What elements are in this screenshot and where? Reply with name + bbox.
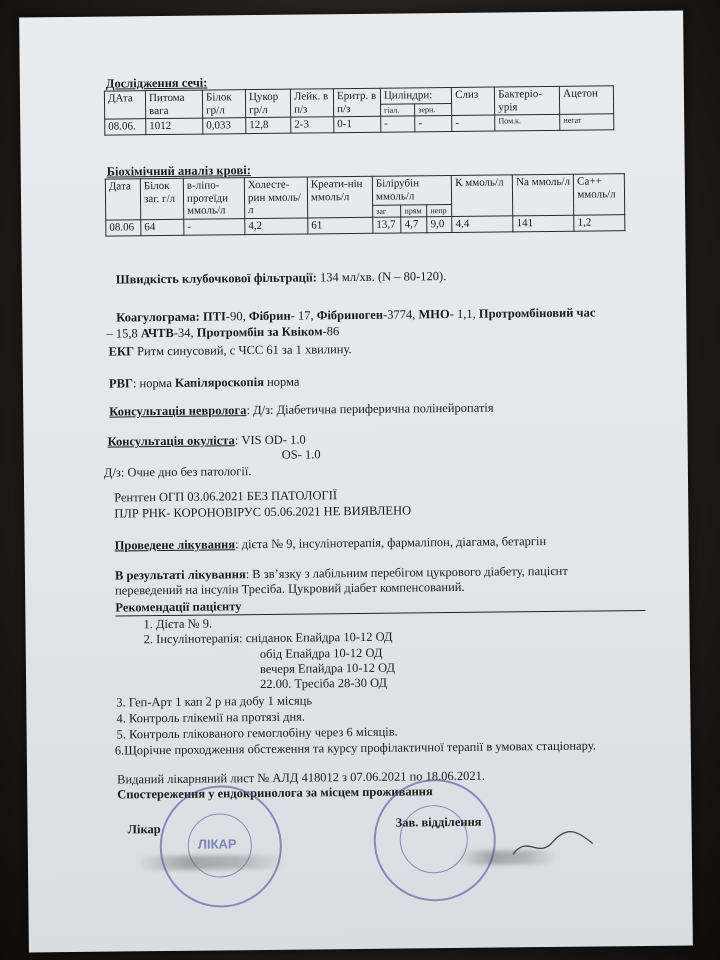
fibrinogen-label: Фібриноген [316,307,384,323]
result-line-2: переведений на інсулін Тресіба. Цукровий діабет компенсований. [115,579,465,598]
bio-h-bili-direct: прям [401,204,427,217]
bio-cell: - [184,219,245,235]
urine-h-eryth: Еритр. в п/з [333,88,380,117]
ocul-label: Консультація окуліста [107,433,235,449]
xray-line: Рентген ОГП 03.06.2021 БЕЗ ПАТОЛОГІЇ [114,488,338,505]
rec-item-2c: вечеря Епайдра 10-12 ОД [259,660,396,677]
ecg-label: ЕКГ [108,344,135,359]
urine-table [104,85,614,135]
pcr-line: ПЛР РНК- КОРОНОВІРУС 05.06.2021 НЕ ВИЯВЛЕНО [114,503,412,521]
rvg-text: : норма [132,375,176,391]
bio-h-protein: Білок заг. г/л [140,178,183,219]
capillaroscopy-text: норма [263,374,300,389]
bio-h-na: Na ммоль/л [513,174,574,216]
coag-line-2 [106,324,339,341]
observation-line: Спостереження у ендокринолога за місцем проживання [117,784,433,802]
neuro-label: Консультація невролога [109,403,247,419]
urine-cell: 12,8 [246,117,291,133]
bio-cell: 141 [513,215,574,231]
fibrin-value: - 17, [290,308,317,323]
capillaroscopy-label: Капіляроскопія [174,374,264,390]
rec-item-4: 4. Контроль глікемії на протязі дня. [116,709,306,726]
biochem-title: Біохімічний аналіз крові: [106,163,251,179]
rvg-label: РВГ [108,376,133,391]
bio-cell: 61 [308,217,373,233]
urine-h-gravity: Питома вага [145,90,202,119]
urine-h-cyl: Циліндри: [380,87,451,104]
discharge-document [19,11,693,953]
quick-label: Протромбін за Квіком [196,324,323,340]
mno-value: - 1,1, [449,306,479,322]
bio-h-bili: Білірубін ммоль/л [372,175,452,204]
urine-cell: - [381,116,415,132]
pti-value: -90, [225,309,249,324]
sick-leave-line: Виданий лікарняний лист № АЛД 418012 з 07.06.2021 по 18.06.2021. [117,768,486,787]
urine-h-leuk: Лейк. в п/з [290,89,333,118]
rec-item-5: 5. Контроль глікованого гемоглобіну через 6 місяців. [116,724,398,742]
bio-h-bili-indirect: непр [427,204,452,217]
bio-cell: 4,2 [245,218,308,234]
pt-label: Протромбіновий час [478,305,596,321]
urine-cell: 0,033 [203,118,246,134]
ecg-line [109,342,352,360]
treat-line [115,534,547,554]
bio-cell: 9,0 [427,216,452,232]
urine-h-hyal: гіал. [381,104,415,117]
bio-h-lipo: в-ліпо-протеїди ммоль/л [183,178,244,220]
urine-h-mucus: Слиз [452,87,495,116]
coag-label: Коагулограма: [116,309,200,325]
urine-h-sugar: Цукор гр/л [245,89,290,118]
fibrin-label: Фібрин [248,308,291,324]
mno-label: МНО [418,307,450,322]
head-stamp [373,779,496,902]
urine-cell: 2-3 [291,117,334,133]
urine-title: Дослідження сечі: [105,75,208,91]
urine-h-bact: Бактеріо-урія [495,86,560,115]
coag-line-1 [116,305,595,325]
gfr-value: 134 мл/хв. (N – 80-120). [319,269,447,285]
urine-cell: Пом.к. [495,115,560,131]
treat-text: : дієта № 9, інсулінотерапія, фармаліпон, діагама, бетаргін [235,534,547,552]
result-text: : В зв’язку з лабільним перебігом цукрового діабету, пацієнт [245,563,568,582]
aptt-value: -34, [173,325,197,340]
rec-item-6: 6.Щорічне проходження обстеження та курсу профілактичної терапії в умовах стаціонару. [114,738,596,758]
neuro-text: : Д/з: Діабетична периферична полінейропатія [246,400,494,418]
urine-cell: 0-1 [334,117,381,133]
rec-title: Рекомендації пацієнту [115,595,645,617]
doctor-stamp [159,785,282,908]
bio-h-chol: Холесте-рин ммоль/л [244,177,307,219]
urine-cell: - [452,115,495,131]
neuro-line [109,401,493,420]
doctor-label: Лікар [127,822,161,837]
urine-h-protein: Білок гр/л [202,90,245,119]
urine-cell: 08.06. [105,119,146,135]
rec-item-2d: 22.00. Тресіба 28-30 ОД [260,675,388,692]
urine-cell: 1012 [146,118,203,134]
ocul-od: : VIS OD- 1.0 [234,432,306,448]
bio-h-creat: Креати-нін ммоль/л [307,176,372,218]
bio-cell: 13,7 [373,217,402,233]
bio-h-bili-total: заг [373,205,401,218]
rec-item-1: 1. Дієта № 9. [143,616,213,632]
fibrinogen-value: -3774, [382,307,419,322]
rec-item-2a: 2. Інсулінотерапія: сніданок Епайдра 10-12 ОД [143,629,393,647]
rec-item-3: 3. Геп-Арт 1 кап 2 р на добу 1 місяць [116,693,313,710]
bio-h-date: Дата [105,179,140,220]
head-label: Зав. відділення [395,814,482,830]
stamp-text: ЛІКАР [197,836,237,852]
ecg-text: Ритм синусовий, с ЧСС 61 за 1 хвилину. [133,342,352,359]
urine-cell: негат [560,114,614,130]
pt-value: – 15,8 [106,326,141,341]
gfr-label: Швидкість клубочкової фільтрації: [115,270,317,287]
signature-mark [508,823,598,864]
ocul-line [107,433,305,450]
bio-cell: 4,7 [401,217,427,233]
biochem-table [105,173,626,236]
bio-h-k: К ммоль/л [452,175,513,217]
bio-cell: 08.06 [106,220,141,236]
ocul-os: OS- 1.0 [281,447,321,462]
rec-item-2b: обід Епайдра 10-12 ОД [259,645,383,662]
bio-cell: 64 [141,219,184,235]
urine-h-gran: зерн. [415,103,452,116]
treat-label: Проведене лікування [114,537,236,553]
bio-h-ca: Са++ ммоль/л [574,174,625,215]
urine-h-date: ДАта [104,91,145,120]
bio-cell: 4,4 [452,216,513,232]
head-stamp-inner [399,805,468,874]
urine-cell: - [415,116,452,132]
aptt-label: АЧТВ [140,325,174,341]
ocul-dz: Д/з: Очне дно без патології. [103,464,252,480]
result-label: В результаті лікування [114,567,246,583]
rvg-line [109,375,300,392]
pti-label: ПТІ [202,309,226,324]
bio-cell: 1,2 [574,215,625,231]
urine-h-acetone: Ацетон [560,86,614,115]
quick-value: -86 [322,324,340,339]
gfr-line [116,269,447,287]
